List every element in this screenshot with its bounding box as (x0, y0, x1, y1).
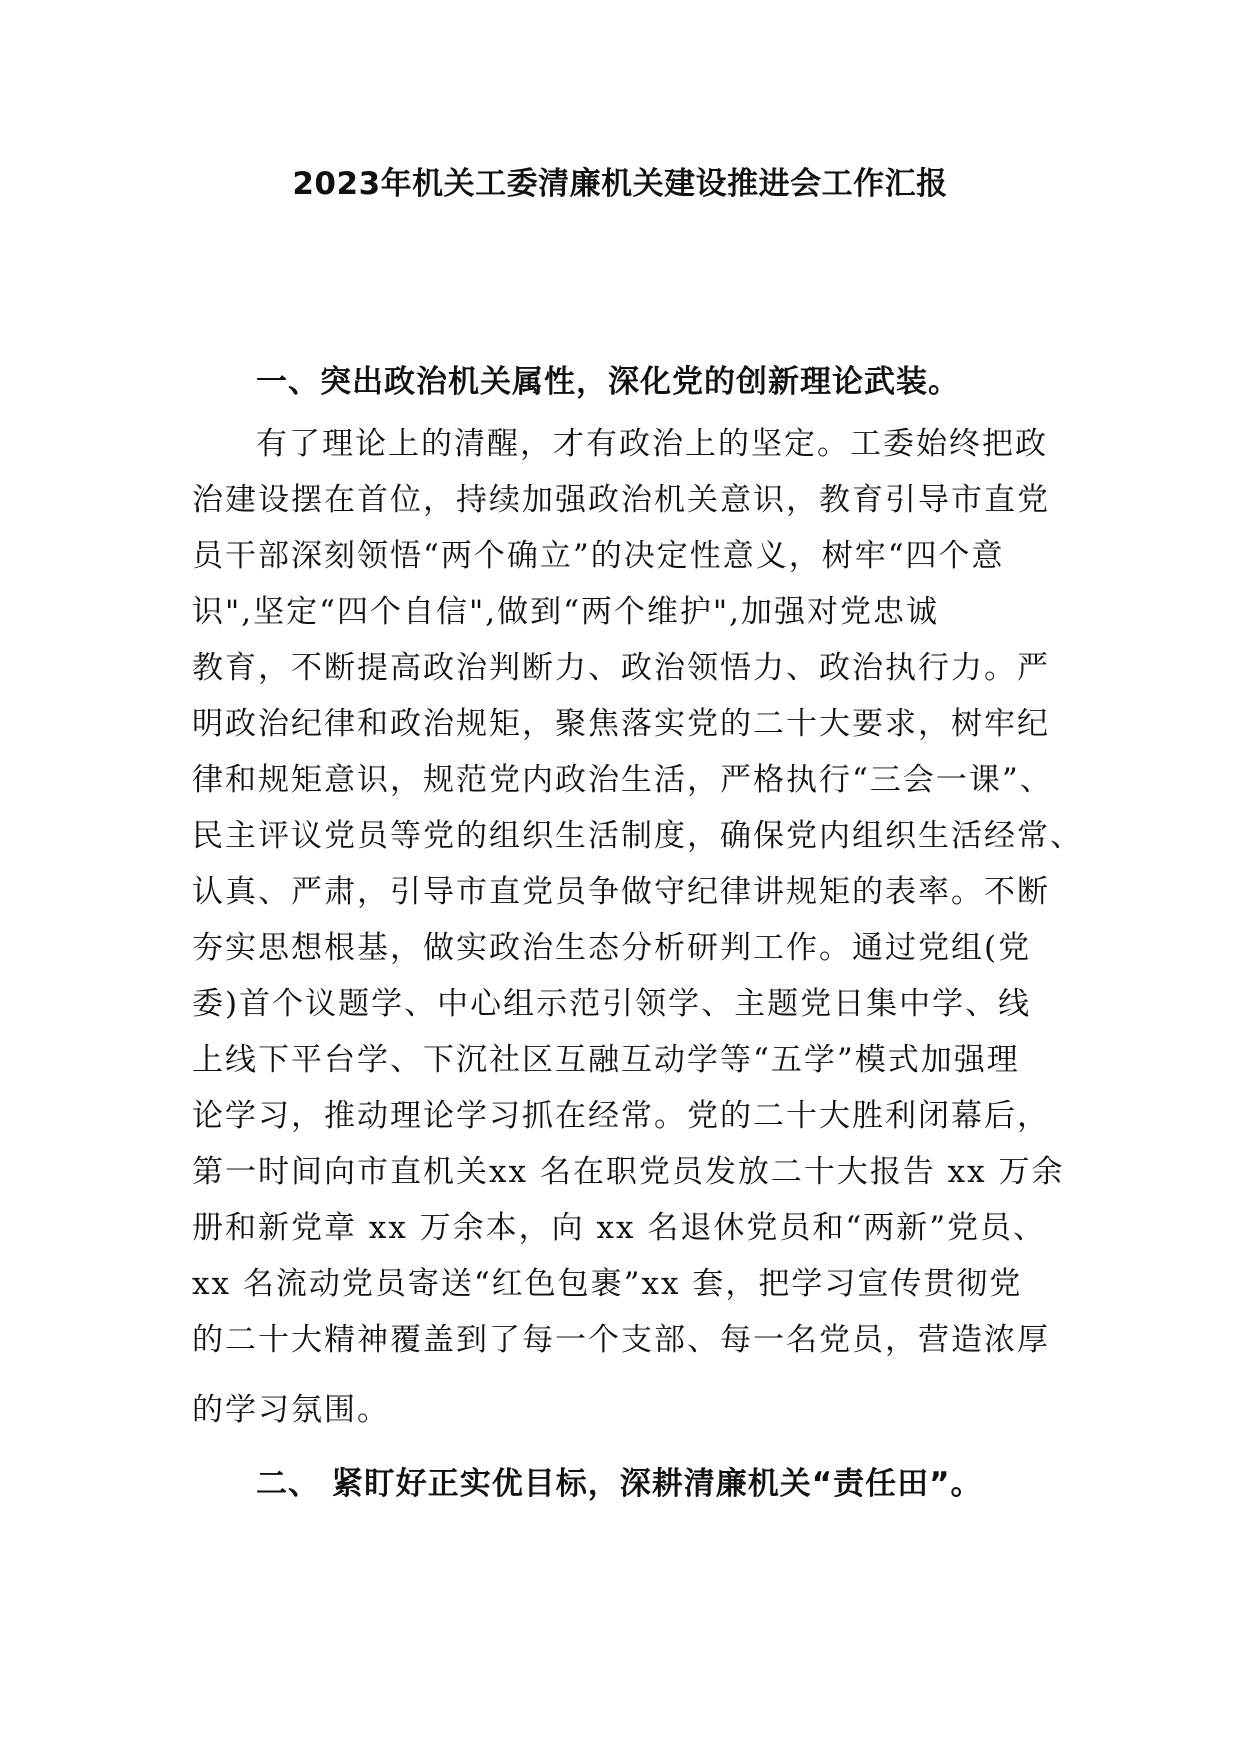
paragraph-line: 委)首个议题学、中心组示范引领学、主题党日集中学、线 (192, 986, 1032, 1022)
paragraph-line: 夯实思想根基，做实政治生态分析研判工作。通过党组(党 (192, 930, 1032, 966)
section-1-body (192, 416, 1083, 1438)
paragraph-line: 认真、严肃，引导市直党员争做守纪律讲规矩的表率。不断 (192, 874, 1050, 910)
paragraph-line: 民主评议党员等党的组织生活制度，确保党内组织生活经常、 (192, 818, 1083, 854)
paragraph-line: 册和新党章 xx 万余本，向 xx 名退休党员和“两新”党员、 (192, 1210, 1047, 1246)
paragraph-line: 律和规矩意识，规范党内政治生活，严格执行“三会一课”、 (192, 762, 1053, 798)
paragraph-line: 治建设摆在首位，持续加强政治机关意识，教育引导市直党 (192, 482, 1050, 518)
paragraph-line: 员干部深刻领悟“两个确立”的决定性意义，树牢“四个意 (192, 538, 1005, 574)
paragraph-line: 第一时间向市直机关xx 名在职党员发放二十大报告 xx 万余 (192, 1154, 1065, 1190)
paragraph-line: 上线下平台学、下沉社区互融互动学等“五学”模式加强理 (192, 1042, 1020, 1078)
paragraph-line: 识",坚定“四个自信",做到“两个维护",加强对党忠诚 (192, 594, 940, 630)
paragraph-line: 论学习，推动理论学习抓在经常。党的二十大胜利闭幕后， (192, 1098, 1050, 1134)
paragraph-line: 教育，不断提高政治判断力、政治领悟力、政治执行力。严 (192, 650, 1050, 686)
section-1-heading: 一、突出政治机关属性，深化党的创新理论武装。 (256, 364, 960, 400)
section-2-heading: 二、 紧盯好正实优目标，深耕清廉机关“责任田”。 (256, 1466, 983, 1502)
paragraph-line: 明政治纪律和政治规矩，聚焦落实党的二十大要求，树牢纪 (192, 706, 1050, 742)
paragraph-line: 的二十大精神覆盖到了每一个支部、每一名党员，营造浓厚 (192, 1322, 1050, 1358)
paragraph-line: xx 名流动党员寄送“红色包裹”xx 套，把学习宣传贯彻党 (192, 1266, 1023, 1302)
paragraph-line: 有了理论上的清醒，才有政治上的坚定。工委始终把政 (256, 426, 1048, 462)
paragraph-line: 的学习氛围。 (192, 1392, 390, 1428)
document-title: 2023年机关工委清廉机关建设推进会工作汇报 (292, 166, 948, 202)
